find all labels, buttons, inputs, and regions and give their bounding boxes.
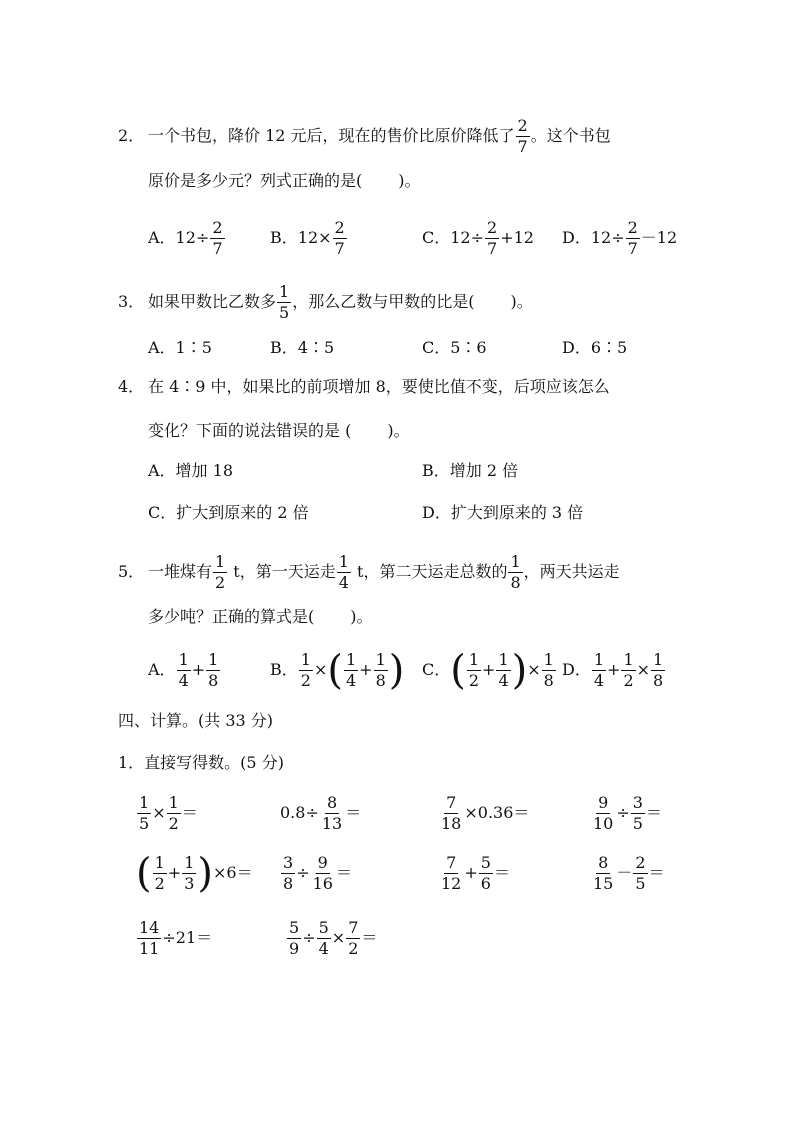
calc-6: $\frac{3}{8}$ ÷ $\frac{9}{16}$ ＝	[283, 853, 352, 893]
q5-number: 5．	[118, 562, 145, 581]
q5-line2	[148, 606, 373, 628]
q5-option-d[interactable]: D． $\frac{1}{4}$ + $\frac{1}{2}$ × $\frac{1}{8}$	[562, 650, 664, 690]
q4-text2: 变化？下面的说法错误的是 (	[148, 421, 352, 440]
sub-question-1-title: 1．直接写得数。(5 分)	[118, 753, 284, 772]
q5-text2: t，第一天运走	[228, 562, 336, 581]
q2-text3: 原价是多少元？列式正确的是(	[148, 171, 363, 190]
section-4-title: 四、计算。(共 33 分)	[118, 711, 274, 730]
q4-text3: )。	[387, 421, 410, 440]
q5-option-c[interactable]: C．( $\frac{1}{2}$ + $\frac{1}{4}$ )× $\frac{1}{8}$	[422, 647, 554, 694]
q5-text3: t，第二天运走总数的	[351, 562, 508, 581]
q2-line2	[148, 170, 421, 192]
q4-number: 4．	[118, 377, 145, 396]
q3-text1: 如果甲数比乙数多	[148, 292, 277, 311]
q5-line1	[118, 552, 620, 593]
q5-text5: 多少吨？正确的算式是(	[148, 607, 315, 626]
q4-option-d[interactable]: D．扩大到原来的 3 倍	[422, 503, 584, 522]
q2-option-a[interactable]: A．12÷ $\frac{2}{7}$	[148, 218, 223, 258]
q5-fraction-2: $\frac{1}{4}$	[338, 552, 349, 592]
q5-text1: 一堆煤有	[148, 562, 213, 581]
q2-fraction: $\frac{2}{7}$	[517, 116, 528, 156]
calc-4: $\frac{9}{10}$ ÷ $\frac{3}{5}$ ＝	[593, 793, 662, 833]
q2-line1	[118, 116, 611, 157]
q2-option-b[interactable]: B．12× $\frac{2}{7}$	[270, 218, 345, 258]
calc-10: $\frac{5}{9}$ ÷ $\frac{5}{4}$ × $\frac{7}{2}$ ＝	[289, 918, 378, 958]
q4-text1: 在 4∶9 中，如果比的前项增加 8，要使比值不变，后项应该怎么	[148, 377, 610, 396]
q2-option-d[interactable]: D．12÷ $\frac{2}{7}$ －12	[562, 218, 678, 258]
q2-text2: 。这个书包	[530, 126, 611, 145]
q3-line1	[118, 282, 533, 323]
calc-7: $\frac{7}{12}$ + $\frac{5}{6}$ ＝	[441, 853, 510, 893]
q3-option-b[interactable]: B．4∶5	[270, 338, 335, 357]
q3-option-a[interactable]: A．1∶5	[148, 338, 212, 357]
q5-option-b[interactable]: B． $\frac{1}{2}$ ×( $\frac{1}{4}$ + $\frac{1}{8}$ )	[270, 647, 405, 694]
calc-9: $\frac{14}{11}$ ÷21＝	[139, 918, 213, 958]
q2-text4: )。	[398, 171, 421, 190]
q2-number: 2．	[118, 126, 145, 145]
q4-option-a[interactable]: A．增加 18	[148, 461, 234, 480]
q5-text4: ，两天共运走	[523, 562, 620, 581]
q5-fraction-1: $\frac{1}{2}$	[215, 552, 226, 592]
q3-option-d[interactable]: D．6∶5	[562, 338, 628, 357]
q4-line1	[118, 376, 610, 398]
q5-option-a[interactable]: A． $\frac{1}{4}$ + $\frac{1}{8}$	[148, 650, 219, 690]
q5-fraction-3: $\frac{1}{8}$	[510, 552, 521, 592]
q2-option-c[interactable]: C．12÷ $\frac{2}{7}$ +12	[422, 218, 534, 258]
q5-text6: )。	[350, 607, 373, 626]
calc-2: 0.8÷ $\frac{8}{13}$ ＝	[280, 793, 362, 833]
calc-5: ( $\frac{1}{2}$ + $\frac{1}{3}$ )×6＝	[136, 850, 253, 897]
q3-fraction: $\frac{1}{5}$	[279, 282, 290, 322]
q2-text1: 一个书包，降价 12 元后，现在的售价比原价降低了	[148, 126, 515, 145]
q3-text2: ，那么乙数与甲数的比是(	[292, 292, 475, 311]
calc-8: $\frac{8}{15}$ － $\frac{2}{5}$ ＝	[593, 853, 665, 893]
q4-option-b[interactable]: B．增加 2 倍	[422, 461, 519, 480]
q3-option-c[interactable]: C．5∶6	[422, 338, 487, 357]
calc-3: $\frac{7}{18}$ ×0.36＝	[441, 793, 530, 833]
calc-1: $\frac{1}{5}$ × $\frac{1}{2}$ ＝	[139, 793, 198, 833]
q3-text3: )。	[510, 292, 533, 311]
q3-number: 3．	[118, 292, 145, 311]
q4-line2	[148, 420, 410, 442]
q4-option-c[interactable]: C．扩大到原来的 2 倍	[148, 503, 309, 522]
